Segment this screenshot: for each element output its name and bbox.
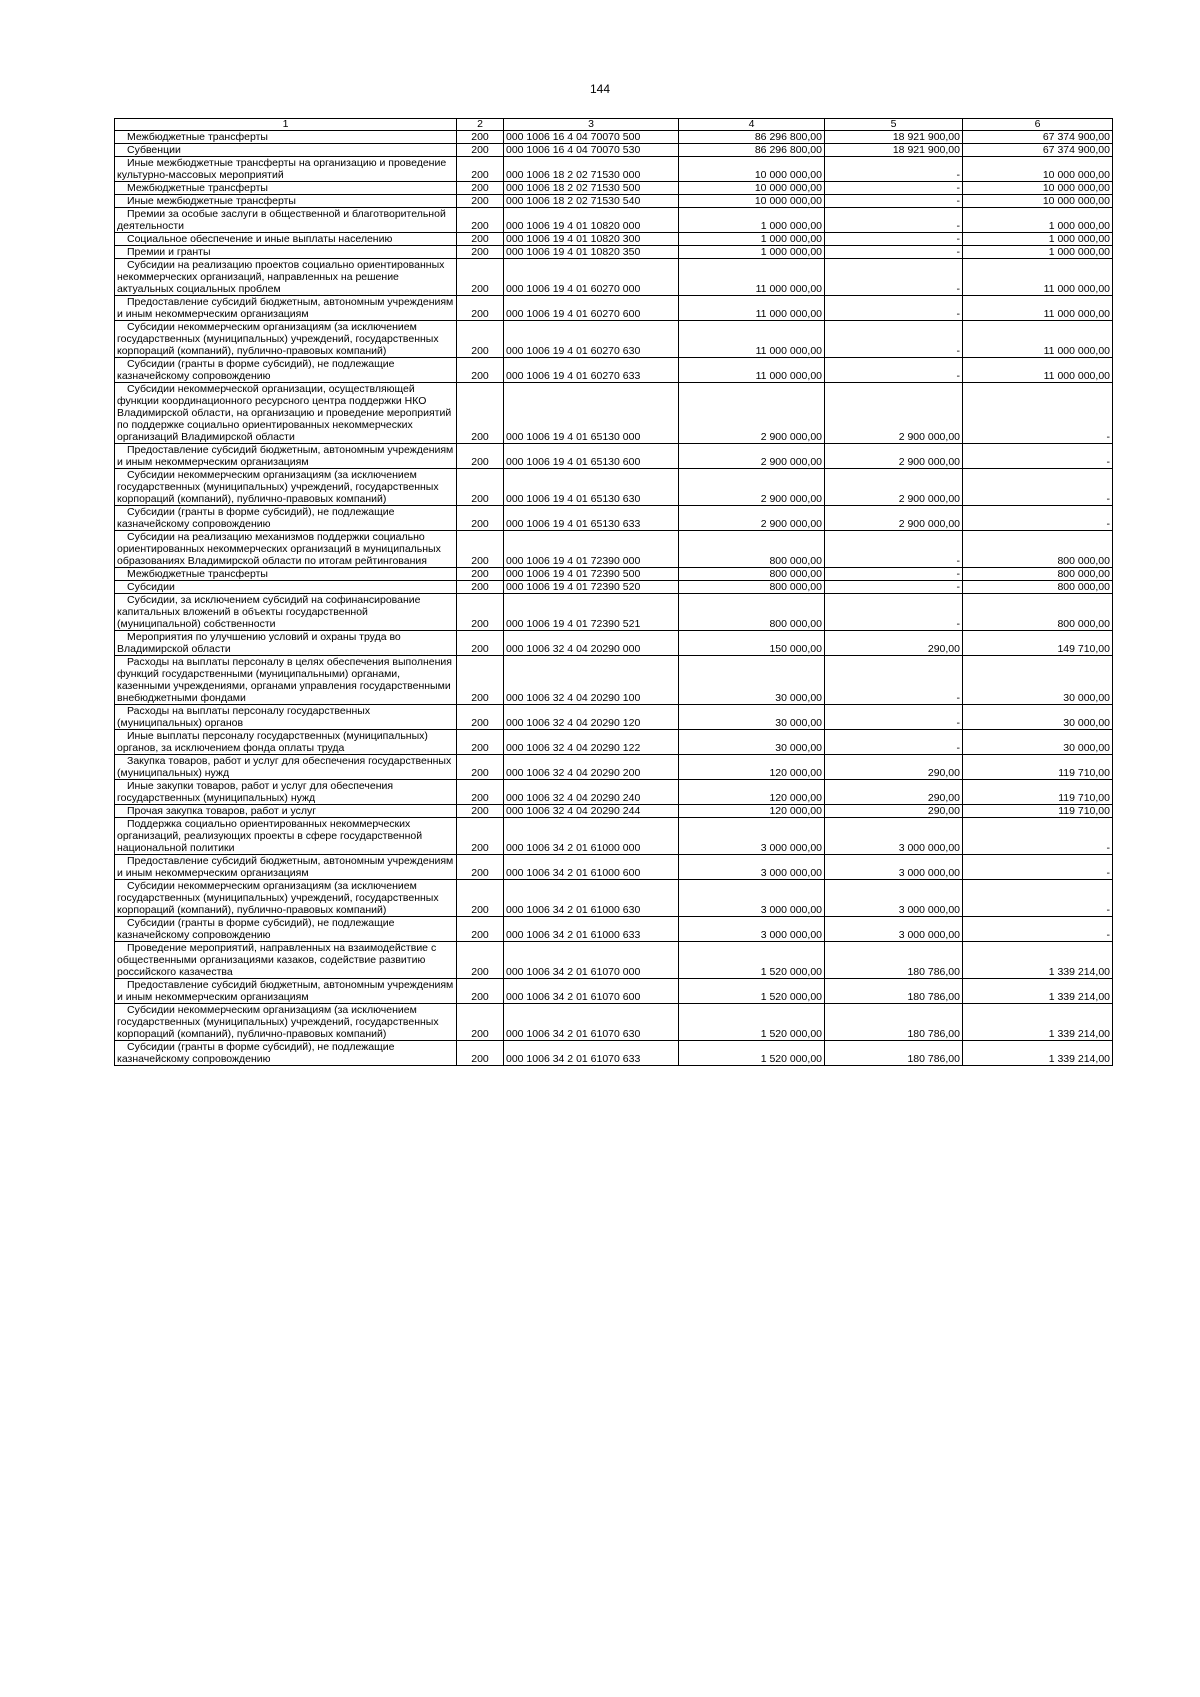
row-name: Межбюджетные трансферты — [115, 131, 457, 144]
row-name: Субвенции — [115, 144, 457, 157]
row-budget-code: 000 1006 34 2 01 61070 600 — [504, 979, 679, 1004]
row-col5-value: 18 921 900,00 — [825, 144, 963, 157]
table-row — [115, 321, 1113, 358]
header-col-2: 2 — [457, 119, 504, 131]
row-col4-value: 2 900 000,00 — [679, 444, 825, 469]
row-col4-value: 1 520 000,00 — [679, 1004, 825, 1041]
row-col4-value: 3 000 000,00 — [679, 855, 825, 880]
table-row — [115, 506, 1113, 531]
table-row — [115, 296, 1113, 321]
row-col4-value: 10 000 000,00 — [679, 182, 825, 195]
row-col6-value: 800 000,00 — [963, 568, 1113, 581]
row-budget-code: 000 1006 19 4 01 65130 633 — [504, 506, 679, 531]
row-org-code: 200 — [457, 233, 504, 246]
row-col6-value: - — [963, 818, 1113, 855]
row-org-code: 200 — [457, 855, 504, 880]
row-col5-value: 3 000 000,00 — [825, 855, 963, 880]
row-col6-value: 11 000 000,00 — [963, 358, 1113, 383]
row-org-code: 200 — [457, 157, 504, 182]
row-budget-code: 000 1006 19 4 01 72390 500 — [504, 568, 679, 581]
table-row — [115, 880, 1113, 917]
row-col4-value: 800 000,00 — [679, 568, 825, 581]
row-org-code: 200 — [457, 144, 504, 157]
row-col5-value: - — [825, 730, 963, 755]
table-row — [115, 805, 1113, 818]
row-org-code: 200 — [457, 656, 504, 705]
row-col4-value: 30 000,00 — [679, 730, 825, 755]
row-col4-value: 1 000 000,00 — [679, 233, 825, 246]
row-name: Предоставление субсидий бюджетным, автономным учреждениям и иным некоммерческим организациям — [115, 444, 457, 469]
row-name: Иные выплаты персоналу государственных (муниципальных) органов, за исключением фонда оплаты труда — [115, 730, 457, 755]
row-org-code: 200 — [457, 979, 504, 1004]
row-name: Субсидии (гранты в форме субсидий), не подлежащие казначейскому сопровождению — [115, 1041, 457, 1066]
row-org-code: 200 — [457, 506, 504, 531]
row-budget-code: 000 1006 19 4 01 60270 600 — [504, 296, 679, 321]
row-budget-code: 000 1006 19 4 01 72390 521 — [504, 594, 679, 631]
table-header — [115, 119, 1113, 131]
row-org-code: 200 — [457, 259, 504, 296]
row-col4-value: 1 520 000,00 — [679, 942, 825, 979]
row-col4-value: 800 000,00 — [679, 581, 825, 594]
row-col6-value: 149 710,00 — [963, 631, 1113, 656]
row-budget-code: 000 1006 32 4 04 20290 000 — [504, 631, 679, 656]
row-col6-value: 10 000 000,00 — [963, 195, 1113, 208]
row-col4-value: 1 000 000,00 — [679, 246, 825, 259]
row-col4-value: 1 520 000,00 — [679, 1041, 825, 1066]
table-row — [115, 469, 1113, 506]
row-name: Субсидии — [115, 581, 457, 594]
row-name: Премии за особые заслуги в общественной и благотворительной деятельности — [115, 208, 457, 233]
row-name: Субсидии на реализацию механизмов поддержки социально ориентированных некоммерческих организаций в муниципальных образованиях Владимирской области по итогам рейтингования — [115, 531, 457, 568]
row-col4-value: 10 000 000,00 — [679, 195, 825, 208]
table-row — [115, 855, 1113, 880]
row-col6-value: 11 000 000,00 — [963, 259, 1113, 296]
row-name: Субсидии некоммерческим организациям (за исключением государственных (муниципальных) учреждений, государственных корпораций (компаний), публично-правовых компаний) — [115, 469, 457, 506]
row-org-code: 200 — [457, 594, 504, 631]
row-org-code: 200 — [457, 755, 504, 780]
row-col6-value: 119 710,00 — [963, 805, 1113, 818]
table-row — [115, 259, 1113, 296]
row-org-code: 200 — [457, 780, 504, 805]
row-col6-value: 800 000,00 — [963, 531, 1113, 568]
row-org-code: 200 — [457, 531, 504, 568]
row-col5-value: 3 000 000,00 — [825, 818, 963, 855]
row-org-code: 200 — [457, 444, 504, 469]
row-col4-value: 150 000,00 — [679, 631, 825, 656]
row-budget-code: 000 1006 16 4 04 70070 530 — [504, 144, 679, 157]
row-col5-value: - — [825, 594, 963, 631]
row-col5-value: - — [825, 321, 963, 358]
table-row — [115, 631, 1113, 656]
row-col5-value: - — [825, 296, 963, 321]
row-col6-value: 119 710,00 — [963, 755, 1113, 780]
table-row — [115, 568, 1113, 581]
row-col5-value: 2 900 000,00 — [825, 506, 963, 531]
row-name: Проведение мероприятий, направленных на взаимодействие с общественными организациями казаков, содействие развитию российского казачества — [115, 942, 457, 979]
row-col6-value: 1 339 214,00 — [963, 942, 1113, 979]
row-col5-value: 290,00 — [825, 780, 963, 805]
header-col-1: 1 — [115, 119, 457, 131]
row-org-code: 200 — [457, 1004, 504, 1041]
row-budget-code: 000 1006 34 2 01 61000 000 — [504, 818, 679, 855]
table-row — [115, 755, 1113, 780]
row-col6-value: 1 339 214,00 — [963, 979, 1113, 1004]
row-col6-value: 1 000 000,00 — [963, 233, 1113, 246]
budget-table — [114, 118, 1113, 1066]
row-budget-code: 000 1006 19 4 01 72390 000 — [504, 531, 679, 568]
table-row — [115, 1004, 1113, 1041]
row-budget-code: 000 1006 19 4 01 10820 000 — [504, 208, 679, 233]
table-row — [115, 917, 1113, 942]
row-org-code: 200 — [457, 705, 504, 730]
row-col5-value: 2 900 000,00 — [825, 383, 963, 444]
row-org-code: 200 — [457, 917, 504, 942]
row-name: Субсидии, за исключением субсидий на софинансирование капитальных вложений в объекты государственной (муниципальной) собственности — [115, 594, 457, 631]
table-row — [115, 131, 1113, 144]
row-col5-value: - — [825, 233, 963, 246]
table-row — [115, 531, 1113, 568]
row-col4-value: 11 000 000,00 — [679, 321, 825, 358]
row-col5-value: 3 000 000,00 — [825, 880, 963, 917]
row-org-code: 200 — [457, 182, 504, 195]
row-col6-value: 30 000,00 — [963, 656, 1113, 705]
row-org-code: 200 — [457, 730, 504, 755]
row-name: Субсидии некоммерческим организациям (за исключением государственных (муниципальных) учреждений, государственных корпораций (компаний), публично-правовых компаний) — [115, 1004, 457, 1041]
table-row — [115, 358, 1113, 383]
row-col6-value: 1 339 214,00 — [963, 1041, 1113, 1066]
row-name: Субсидии (гранты в форме субсидий), не подлежащие казначейскому сопровождению — [115, 917, 457, 942]
row-budget-code: 000 1006 19 4 01 60270 630 — [504, 321, 679, 358]
row-budget-code: 000 1006 19 4 01 65130 000 — [504, 383, 679, 444]
row-col5-value: 2 900 000,00 — [825, 444, 963, 469]
row-org-code: 200 — [457, 880, 504, 917]
row-org-code: 200 — [457, 1041, 504, 1066]
row-org-code: 200 — [457, 818, 504, 855]
row-col4-value: 11 000 000,00 — [679, 358, 825, 383]
row-org-code: 200 — [457, 195, 504, 208]
row-budget-code: 000 1006 19 4 01 65130 630 — [504, 469, 679, 506]
table-row — [115, 1041, 1113, 1066]
row-col6-value: - — [963, 855, 1113, 880]
row-name: Иные закупки товаров, работ и услуг для обеспечения государственных (муниципальных) нужд — [115, 780, 457, 805]
row-org-code: 200 — [457, 296, 504, 321]
table-row — [115, 780, 1113, 805]
row-budget-code: 000 1006 16 4 04 70070 500 — [504, 131, 679, 144]
row-col5-value: - — [825, 358, 963, 383]
row-budget-code: 000 1006 32 4 04 20290 244 — [504, 805, 679, 818]
row-budget-code: 000 1006 19 4 01 10820 350 — [504, 246, 679, 259]
row-col4-value: 86 296 800,00 — [679, 144, 825, 157]
row-col5-value: 3 000 000,00 — [825, 917, 963, 942]
row-name: Субсидии некоммерческой организации, осуществляющей функции координационного ресурсного центра поддержки НКО Владимирской области, на организацию и проведение мероприятий по поддержке социально ориентированных некоммерческих организаций Владимирской области — [115, 383, 457, 444]
row-col6-value: - — [963, 917, 1113, 942]
table-row — [115, 730, 1113, 755]
table-row — [115, 195, 1113, 208]
row-col6-value: 67 374 900,00 — [963, 144, 1113, 157]
row-name: Субсидии (гранты в форме субсидий), не подлежащие казначейскому сопровождению — [115, 358, 457, 383]
row-name: Межбюджетные трансферты — [115, 568, 457, 581]
row-col4-value: 3 000 000,00 — [679, 917, 825, 942]
row-name: Прочая закупка товаров, работ и услуг — [115, 805, 457, 818]
table-row — [115, 233, 1113, 246]
row-budget-code: 000 1006 34 2 01 61070 000 — [504, 942, 679, 979]
row-name: Предоставление субсидий бюджетным, автономным учреждениям и иным некоммерческим организациям — [115, 296, 457, 321]
row-col5-value: 18 921 900,00 — [825, 131, 963, 144]
row-col4-value: 2 900 000,00 — [679, 469, 825, 506]
row-col6-value: 119 710,00 — [963, 780, 1113, 805]
row-col5-value: - — [825, 568, 963, 581]
row-name: Субсидии на реализацию проектов социально ориентированных некоммерческих организаций, направленных на решение актуальных социальных проблем — [115, 259, 457, 296]
row-col6-value: 1 000 000,00 — [963, 208, 1113, 233]
row-col5-value: 180 786,00 — [825, 1004, 963, 1041]
table-row — [115, 246, 1113, 259]
row-name: Предоставление субсидий бюджетным, автономным учреждениям и иным некоммерческим организациям — [115, 979, 457, 1004]
row-col4-value: 2 900 000,00 — [679, 506, 825, 531]
table-row — [115, 705, 1113, 730]
row-col4-value: 1 000 000,00 — [679, 208, 825, 233]
row-col5-value: 180 786,00 — [825, 979, 963, 1004]
row-col6-value: - — [963, 880, 1113, 917]
row-col5-value: 290,00 — [825, 631, 963, 656]
row-budget-code: 000 1006 19 4 01 72390 520 — [504, 581, 679, 594]
row-col6-value: 10 000 000,00 — [963, 157, 1113, 182]
header-col-4: 4 — [679, 119, 825, 131]
table-row — [115, 594, 1113, 631]
row-col5-value: - — [825, 531, 963, 568]
header-col-5: 5 — [825, 119, 963, 131]
table-body — [115, 131, 1113, 1066]
row-budget-code: 000 1006 19 4 01 60270 633 — [504, 358, 679, 383]
header-row — [115, 119, 1113, 131]
row-budget-code: 000 1006 32 4 04 20290 200 — [504, 755, 679, 780]
row-col5-value: - — [825, 157, 963, 182]
row-budget-code: 000 1006 18 2 02 71530 540 — [504, 195, 679, 208]
row-name: Предоставление субсидий бюджетным, автономным учреждениям и иным некоммерческим организациям — [115, 855, 457, 880]
row-name: Субсидии (гранты в форме субсидий), не подлежащие казначейскому сопровождению — [115, 506, 457, 531]
row-org-code: 200 — [457, 631, 504, 656]
row-col4-value: 120 000,00 — [679, 780, 825, 805]
row-name: Межбюджетные трансферты — [115, 182, 457, 195]
row-col5-value: 290,00 — [825, 755, 963, 780]
row-col4-value: 120 000,00 — [679, 805, 825, 818]
row-org-code: 200 — [457, 208, 504, 233]
row-budget-code: 000 1006 34 2 01 61070 630 — [504, 1004, 679, 1041]
row-name: Премии и гранты — [115, 246, 457, 259]
row-col4-value: 2 900 000,00 — [679, 383, 825, 444]
row-col5-value: - — [825, 705, 963, 730]
row-name: Расходы на выплаты персоналу государственных (муниципальных) органов — [115, 705, 457, 730]
row-col5-value: 290,00 — [825, 805, 963, 818]
row-budget-code: 000 1006 32 4 04 20290 240 — [504, 780, 679, 805]
table-row — [115, 656, 1113, 705]
table-row — [115, 979, 1113, 1004]
row-budget-code: 000 1006 34 2 01 61070 633 — [504, 1041, 679, 1066]
row-col5-value: - — [825, 259, 963, 296]
row-org-code: 200 — [457, 942, 504, 979]
row-budget-code: 000 1006 18 2 02 71530 500 — [504, 182, 679, 195]
row-name: Субсидии некоммерческим организациям (за исключением государственных (муниципальных) учреждений, государственных корпораций (компаний), публично-правовых компаний) — [115, 880, 457, 917]
row-col4-value: 30 000,00 — [679, 656, 825, 705]
row-col4-value: 10 000 000,00 — [679, 157, 825, 182]
row-org-code: 200 — [457, 321, 504, 358]
row-budget-code: 000 1006 32 4 04 20290 120 — [504, 705, 679, 730]
row-name: Субсидии некоммерческим организациям (за исключением государственных (муниципальных) учреждений, государственных корпораций (компаний), публично-правовых компаний) — [115, 321, 457, 358]
row-col4-value: 30 000,00 — [679, 705, 825, 730]
row-name: Иные межбюджетные трансферты на организацию и проведение культурно-массовых мероприятий — [115, 157, 457, 182]
row-col5-value: - — [825, 182, 963, 195]
row-org-code: 200 — [457, 805, 504, 818]
table-row — [115, 157, 1113, 182]
row-col4-value: 120 000,00 — [679, 755, 825, 780]
row-budget-code: 000 1006 18 2 02 71530 000 — [504, 157, 679, 182]
table-row — [115, 818, 1113, 855]
row-org-code: 200 — [457, 131, 504, 144]
table-row — [115, 144, 1113, 157]
header-col-6: 6 — [963, 119, 1113, 131]
row-col5-value: - — [825, 581, 963, 594]
row-budget-code: 000 1006 19 4 01 60270 000 — [504, 259, 679, 296]
row-col6-value: 11 000 000,00 — [963, 296, 1113, 321]
table-row — [115, 581, 1113, 594]
row-name: Расходы на выплаты персоналу в целях обеспечения выполнения функций государственными (муниципальными) органами, казенными учреждениями, органами управления государственными внебюджетными фондами — [115, 656, 457, 705]
table-row — [115, 942, 1113, 979]
row-col6-value: 800 000,00 — [963, 581, 1113, 594]
header-col-3: 3 — [504, 119, 679, 131]
row-name: Поддержка социально ориентированных некоммерческих организаций, реализующих проекты в сфере государственной национальной политики — [115, 818, 457, 855]
table-row — [115, 182, 1113, 195]
row-col6-value: 30 000,00 — [963, 730, 1113, 755]
row-col5-value: 2 900 000,00 — [825, 469, 963, 506]
row-col4-value: 1 520 000,00 — [679, 979, 825, 1004]
row-col4-value: 11 000 000,00 — [679, 296, 825, 321]
row-org-code: 200 — [457, 383, 504, 444]
row-col4-value: 3 000 000,00 — [679, 818, 825, 855]
row-col4-value: 86 296 800,00 — [679, 131, 825, 144]
row-col6-value: 10 000 000,00 — [963, 182, 1113, 195]
table-row — [115, 208, 1113, 233]
row-col6-value: - — [963, 506, 1113, 531]
row-budget-code: 000 1006 19 4 01 65130 600 — [504, 444, 679, 469]
row-org-code: 200 — [457, 469, 504, 506]
page-number: 144 — [589, 82, 611, 96]
row-org-code: 200 — [457, 246, 504, 259]
table-row — [115, 383, 1113, 444]
row-name: Мероприятия по улучшению условий и охраны труда во Владимирской области — [115, 631, 457, 656]
row-budget-code: 000 1006 34 2 01 61000 600 — [504, 855, 679, 880]
row-col6-value: 67 374 900,00 — [963, 131, 1113, 144]
row-col6-value: - — [963, 444, 1113, 469]
row-budget-code: 000 1006 32 4 04 20290 100 — [504, 656, 679, 705]
row-col6-value: 1 000 000,00 — [963, 246, 1113, 259]
row-budget-code: 000 1006 32 4 04 20290 122 — [504, 730, 679, 755]
row-col4-value: 11 000 000,00 — [679, 259, 825, 296]
row-name: Закупка товаров, работ и услуг для обеспечения государственных (муниципальных) нужд — [115, 755, 457, 780]
row-col6-value: - — [963, 383, 1113, 444]
row-org-code: 200 — [457, 358, 504, 383]
row-col4-value: 800 000,00 — [679, 594, 825, 631]
row-col5-value: - — [825, 246, 963, 259]
row-col5-value: - — [825, 208, 963, 233]
row-col4-value: 3 000 000,00 — [679, 880, 825, 917]
row-budget-code: 000 1006 19 4 01 10820 300 — [504, 233, 679, 246]
row-col6-value: - — [963, 469, 1113, 506]
row-name: Иные межбюджетные трансферты — [115, 195, 457, 208]
row-name: Социальное обеспечение и иные выплаты населению — [115, 233, 457, 246]
table-row — [115, 444, 1113, 469]
row-budget-code: 000 1006 34 2 01 61000 630 — [504, 880, 679, 917]
row-col5-value: 180 786,00 — [825, 1041, 963, 1066]
row-col4-value: 800 000,00 — [679, 531, 825, 568]
row-col5-value: - — [825, 195, 963, 208]
row-org-code: 200 — [457, 581, 504, 594]
row-col6-value: 11 000 000,00 — [963, 321, 1113, 358]
row-budget-code: 000 1006 34 2 01 61000 633 — [504, 917, 679, 942]
row-col5-value: 180 786,00 — [825, 942, 963, 979]
row-col6-value: 30 000,00 — [963, 705, 1113, 730]
row-col6-value: 1 339 214,00 — [963, 1004, 1113, 1041]
row-org-code: 200 — [457, 568, 504, 581]
row-col6-value: 800 000,00 — [963, 594, 1113, 631]
row-col5-value: - — [825, 656, 963, 705]
